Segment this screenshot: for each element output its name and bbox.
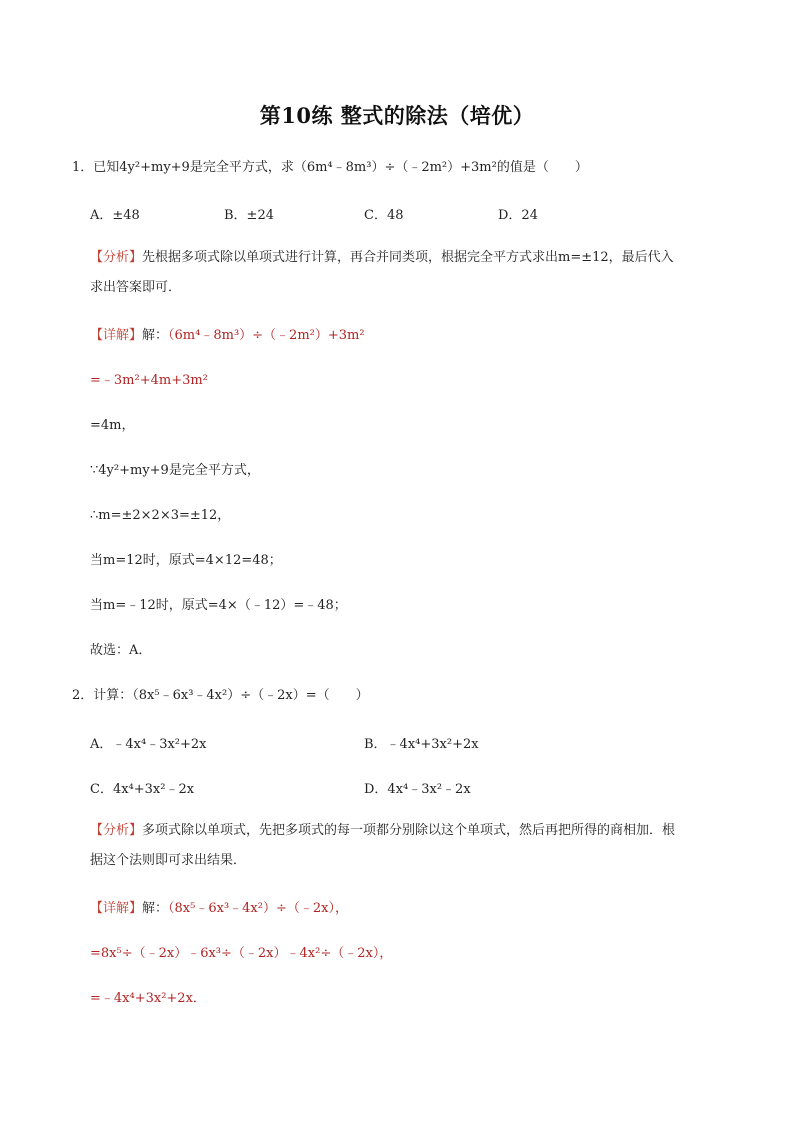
q1-option-d: D．24 bbox=[498, 208, 538, 223]
question-1-stem: 1．已知4y²+my+9是完全平方式，求（6m⁴﹣8m³）÷（﹣2m²）+3m²的值是（ ） bbox=[72, 160, 588, 175]
question-2-stem: 2．计算：（8x⁵﹣6x³﹣4x²）÷（﹣2x）=（ ） bbox=[72, 688, 369, 703]
q2-detail-lead: 解： bbox=[142, 901, 169, 916]
q2-detail-expr: （8x⁵﹣6x³﹣4x²）÷（﹣2x）， bbox=[168, 901, 348, 916]
q1-step-1: =﹣3m²+4m+3m² bbox=[90, 373, 208, 388]
q1-step-7: 故选：A． bbox=[90, 643, 152, 658]
q1-analysis-line-1 bbox=[90, 250, 674, 266]
q1-option-c: C．48 bbox=[364, 208, 404, 223]
q1-step-4: ∴m=±2×2×3=±12， bbox=[90, 508, 231, 523]
q2-analysis-text-1: 多项式除以单项式，先把多项式的每一项都分别除以这个单项式，然后再把所得的商相加．根 bbox=[142, 823, 676, 838]
q1-step-2: =4m， bbox=[90, 418, 135, 433]
q2-step-1: =8x⁵÷（﹣2x）﹣6x³÷（﹣2x）﹣4x²÷（﹣2x）， bbox=[90, 946, 393, 961]
q1-detail-line bbox=[90, 328, 365, 344]
q1-detail-expr: （6m⁴﹣8m³）÷（﹣2m²）+3m² bbox=[168, 328, 365, 343]
q1-detail-tag: 【详解】 bbox=[90, 328, 143, 343]
q2-analysis-line-2: 据这个法则即可求出结果． bbox=[90, 853, 247, 868]
q2-option-d: D．4x⁴﹣3x²﹣2x bbox=[364, 782, 471, 797]
q1-analysis-text-1: 先根据多项式除以单项式进行计算，再合并同类项，根据完全平方式求出m=±12，最后代入 bbox=[142, 250, 674, 265]
q1-step-5: 当m=12时，原式=4×12=48； bbox=[90, 553, 282, 568]
q1-step-6: 当m=﹣12时，原式=4×（﹣12）=﹣48； bbox=[90, 598, 347, 613]
q2-analysis-tag: 【分析】 bbox=[90, 823, 143, 838]
q1-analysis-line-2: 求出答案即可． bbox=[90, 280, 182, 295]
q2-step-2: =﹣4x⁴+3x²+2x． bbox=[90, 991, 206, 1006]
q2-option-b: B．﹣4x⁴+3x²+2x bbox=[364, 737, 479, 752]
q2-analysis-line-1 bbox=[90, 823, 675, 839]
q1-step-3: ∵4y²+my+9是完全平方式， bbox=[90, 463, 260, 478]
q2-option-a: A．﹣4x⁴﹣3x²+2x bbox=[90, 737, 207, 752]
q1-option-a: A．±48 bbox=[90, 208, 140, 223]
q2-detail-tag: 【详解】 bbox=[90, 901, 143, 916]
q2-detail-line bbox=[90, 901, 348, 917]
q1-analysis-tag: 【分析】 bbox=[90, 250, 143, 265]
q2-option-c: C．4x⁴+3x²﹣2x bbox=[90, 782, 195, 797]
q1-option-b: B．±24 bbox=[224, 208, 274, 223]
page-title: 第10练 整式的除法（培优） bbox=[259, 103, 535, 128]
q1-detail-lead: 解： bbox=[142, 328, 169, 343]
